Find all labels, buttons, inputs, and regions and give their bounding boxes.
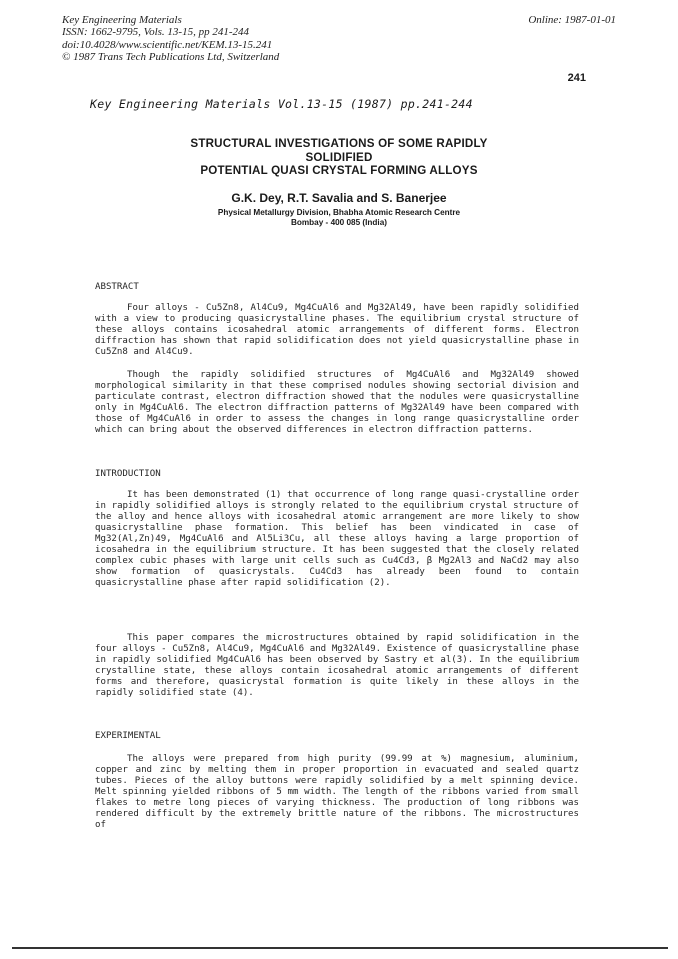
abstract-paragraph-1: Four alloys - Cu5Zn8, Al4Cu9, Mg4CuAl6 and Mg32Al49, have been rapidly solidified with a view to producing quasicrystalline phases. The equilibrium crystal structure of these alloys contains icosahedral atomic arrangements of different forms. Electron diffraction has shown that rapid solidification does not yield quasicrystalline phase in Cu5Zn8 and Al4Cu9. xyxy=(95,303,579,357)
authors: G.K. Dey, R.T. Savalia and S. Banerjee xyxy=(231,191,447,205)
footer-rule xyxy=(12,947,668,949)
journal-name: Key Engineering Materials xyxy=(62,14,182,26)
running-head: Key Engineering Materials Vol.13-15 (1987) pp.241-244 xyxy=(90,97,473,111)
experimental-paragraph-1: The alloys were prepared from high purity (99.99 at %) magnesium, aluminium, copper and zinc by melting them in proper proportion in evacuated and sealed quartz tubes. Pieces of the alloy buttons were rapidly solidified by a melt spinning device. Melt spinning yielded ribbons of 5 mm width. The length of the ribbons varied from small flakes to metre long pieces of varying thickness. The production of long ribbons was rendered difficult by the extremely brittle nature of the ribbons. The microstructures of xyxy=(95,754,579,830)
introduction-paragraph-2: This paper compares the microstructures obtained by rapid solidification in the four alloys - Cu5Zn8, Al4Cu9, Mg4CuAl6 and Mg32Al49. Existence of quasicrystalline phase in rapidly solidified Mg4CuAl6 has been observed by Sastry et al(3). In the equilibrium crystalline state, these alloys contain icosahedral atomic arrangements of different forms and therefore, quasicrystal formation is quite likely in these alloys in the rapidly solidified state (4). xyxy=(95,633,579,698)
abstract-heading: ABSTRACT xyxy=(95,282,139,292)
doi-line: doi:10.4028/www.scientific.net/KEM.13-15.241 xyxy=(62,38,273,51)
experimental-heading: EXPERIMENTAL xyxy=(95,731,161,741)
copyright-line: © 1987 Trans Tech Publications Ltd, Switzerland xyxy=(62,51,280,64)
affiliation-line-1: Physical Metallurgy Division, Bhabha Atomic Research Centre xyxy=(217,208,461,217)
publication-metadata xyxy=(62,14,279,64)
paper-title xyxy=(0,137,678,178)
title-line-3: POTENTIAL QUASI CRYSTAL FORMING ALLOYS xyxy=(200,164,478,178)
abstract-paragraph-2: Though the rapidly solidified structures of Mg4CuAl6 and Mg32Al49 showed morphological similarity in that these comprised nodules showing sectorial division and particulate contrast, electron diffraction showed that the nodules were quasicrystalline only in Mg4CuAl6. The electron diffraction patterns of Mg32Al49 have been compared with those of Mg4CuAl6 in order to assess the changes in long range quasicrystalline order which can bring about the observed differences in electron diffraction patterns. xyxy=(95,370,579,435)
affiliation-line-2: Bombay - 400 085 (India) xyxy=(290,217,387,227)
title-line-2: SOLIDIFIED xyxy=(305,150,373,164)
issn-line: ISSN: 1662-9795, Vols. 13-15, pp 241-244 xyxy=(62,26,249,39)
online-date: Online: 1987-01-01 xyxy=(528,14,616,26)
introduction-paragraph-1: It has been demonstrated (1) that occurrence of long range quasi-crystalline order in rapidly solidified alloys is strongly related to the equilibrium crystal structure of the alloy and hence alloys with icosahedral atomic arrangement are more likely to show quasicrystalline phase formation. This belief has been vindicated in case of Mg32(Al,Zn)49, Mg4CuAl6 and Al5Li3Cu, all these alloys having a large proportion of icosahedra in the equilibrium structure. It has been suggested that the closely related complex cubic phases with large unit cells such as Cu4Cd3, β Mg2Al3 and NaCd2 may also show formation of quasicrystals. Cu4Cd3 has already been found to contain quasicrystalline phase after rapid solidification (2). xyxy=(95,490,579,588)
introduction-heading: INTRODUCTION xyxy=(95,469,161,479)
title-line-1: STRUCTURAL INVESTIGATIONS OF SOME RAPIDLY xyxy=(190,137,488,150)
page-number: 241 xyxy=(567,72,586,84)
affiliation xyxy=(0,208,678,227)
